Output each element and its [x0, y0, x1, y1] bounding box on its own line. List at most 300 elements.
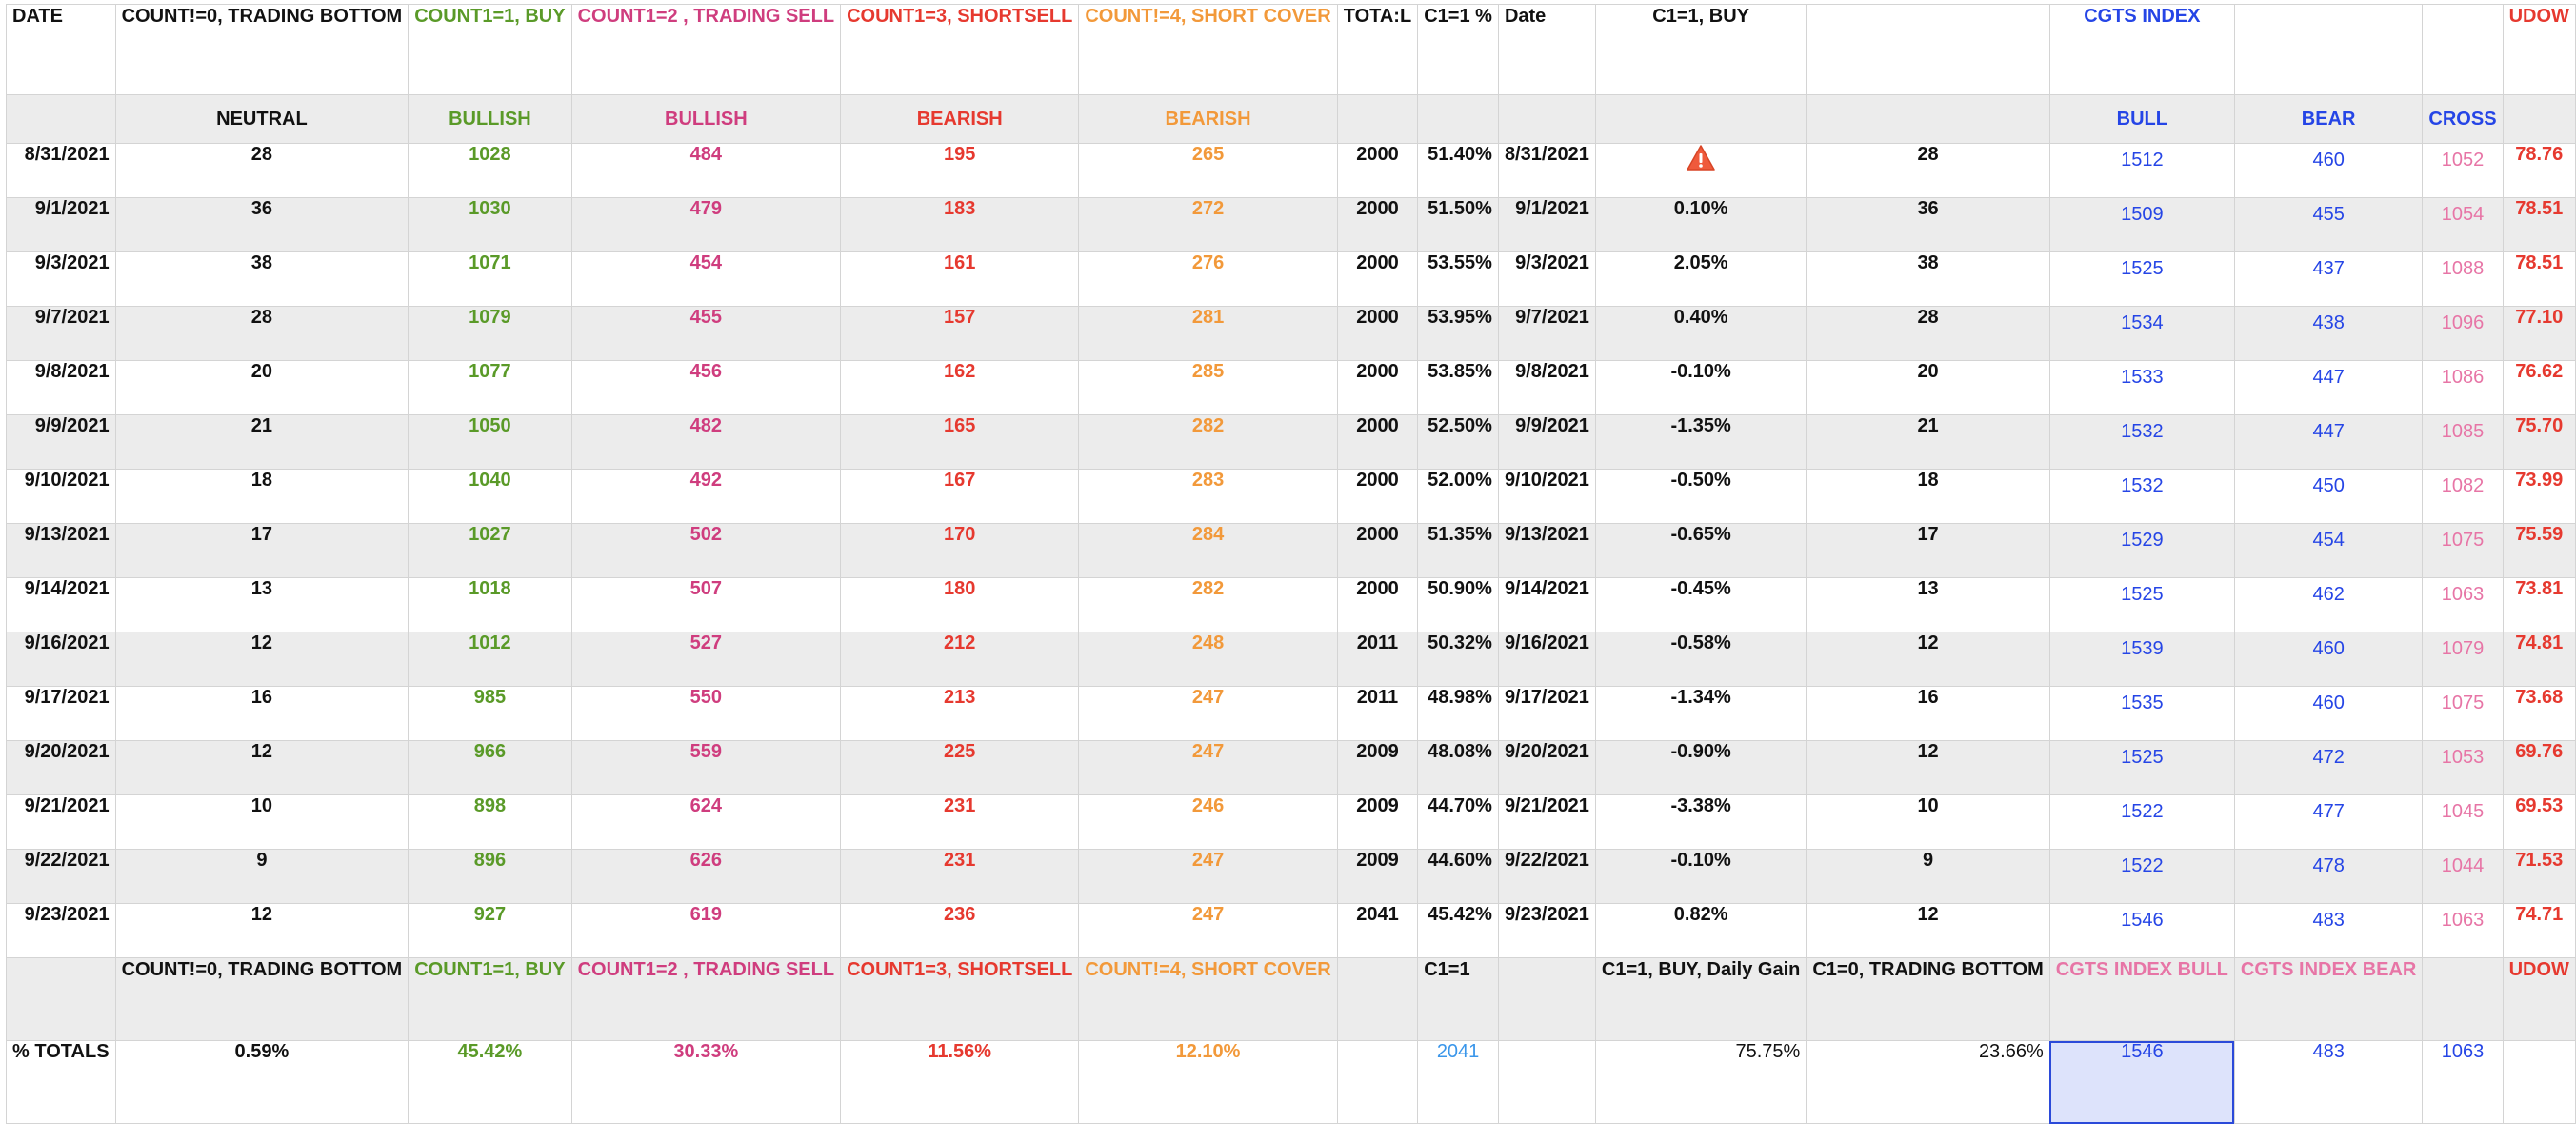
cell-trading-sell[interactable]: 559	[571, 741, 840, 795]
cell-buy[interactable]: 1012	[409, 632, 571, 687]
cell-bottom[interactable]: 28	[1807, 307, 2049, 361]
cell-buy[interactable]: 898	[409, 795, 571, 850]
cell-cross[interactable]: 1063	[2423, 904, 2503, 958]
cell-date2[interactable]: 9/3/2021	[1498, 252, 1595, 307]
cell-shortsell[interactable]: 231	[841, 850, 1079, 904]
cell-bear[interactable]: 472	[2234, 741, 2422, 795]
table-row	[7, 741, 2576, 795]
cell-short-cover[interactable]: 247	[1079, 687, 1337, 741]
cell-udow[interactable]: 75.59	[2503, 524, 2575, 578]
cell-c1-buy[interactable]: -0.45%	[1595, 578, 1806, 632]
cell-bottom[interactable]: 17	[1807, 524, 2049, 578]
cell-trading-sell[interactable]: 619	[571, 904, 840, 958]
header-blank3[interactable]	[2423, 5, 2503, 95]
cell-trading-sell[interactable]: 454	[571, 252, 840, 307]
table-row	[7, 687, 2576, 741]
cell-trading-sell[interactable]: 502	[571, 524, 840, 578]
cell-bear[interactable]: 462	[2234, 578, 2422, 632]
cell-bottom[interactable]: 12	[1807, 741, 2049, 795]
cell-buy[interactable]: 1071	[409, 252, 571, 307]
cell-trading-sell[interactable]: 484	[571, 144, 840, 198]
cell-udow[interactable]: 75.70	[2503, 415, 2575, 470]
cell-short-cover[interactable]: 285	[1079, 361, 1337, 415]
cell-date2[interactable]: 9/16/2021	[1498, 632, 1595, 687]
cell-trading-sell[interactable]: 507	[571, 578, 840, 632]
cell-c1-buy[interactable]: -1.34%	[1595, 687, 1806, 741]
subheader-neutral[interactable]: NEUTRAL	[115, 95, 409, 144]
footer-c1-0-bottom[interactable]: C1=0, TRADING BOTTOM	[1807, 958, 2049, 1041]
cell-neutral[interactable]: 12	[115, 741, 409, 795]
subheader-cell[interactable]	[1807, 95, 2049, 144]
cell-udow[interactable]: 78.51	[2503, 252, 2575, 307]
cell-udow[interactable]: 77.10	[2503, 307, 2575, 361]
cell-total[interactable]: 2000	[1337, 470, 1418, 524]
cell-date[interactable]: 9/8/2021	[7, 361, 116, 415]
cell-buy[interactable]: 896	[409, 850, 571, 904]
footer-cgts-bear[interactable]: CGTS INDEX BEAR	[2234, 958, 2422, 1041]
cell-buy[interactable]: 1050	[409, 415, 571, 470]
cell-short-cover[interactable]: 247	[1079, 850, 1337, 904]
cell-neutral[interactable]: 18	[115, 470, 409, 524]
cell-date[interactable]: 9/10/2021	[7, 470, 116, 524]
cell-udow[interactable]: 76.62	[2503, 361, 2575, 415]
cell-shortsell[interactable]: 213	[841, 687, 1079, 741]
footer-count0[interactable]: COUNT!=0, TRADING BOTTOM	[115, 958, 409, 1041]
cell-bull[interactable]: 1532	[2049, 415, 2234, 470]
footer-cell[interactable]	[2423, 958, 2503, 1041]
cell-neutral[interactable]: 16	[115, 687, 409, 741]
cell-bear[interactable]: 478	[2234, 850, 2422, 904]
header-c1-buy[interactable]: C1=1, BUY	[1595, 5, 1806, 95]
footer-c1[interactable]: C1=1	[1418, 958, 1499, 1041]
cell-c1-buy[interactable]: -0.10%	[1595, 361, 1806, 415]
cell-date2[interactable]: 9/1/2021	[1498, 198, 1595, 252]
cell-total[interactable]: 2041	[1337, 904, 1418, 958]
header-count2[interactable]: COUNT1=2 , TRADING SELL	[571, 5, 840, 95]
cell-buy[interactable]: 1030	[409, 198, 571, 252]
subheader-bullish-buy[interactable]: BULLISH	[409, 95, 571, 144]
cell-short-cover[interactable]: 284	[1079, 524, 1337, 578]
totals-cell[interactable]	[2503, 1041, 2575, 1124]
cell-short-cover[interactable]: 265	[1079, 144, 1337, 198]
cell-date[interactable]: 9/13/2021	[7, 524, 116, 578]
table-row	[7, 198, 2576, 252]
cell-shortsell[interactable]: 167	[841, 470, 1079, 524]
cell-date2[interactable]: 9/23/2021	[1498, 904, 1595, 958]
cell-neutral[interactable]: 13	[115, 578, 409, 632]
totals-bull-selected[interactable]: 1546	[2049, 1041, 2234, 1124]
cell-short-cover[interactable]: 247	[1079, 904, 1337, 958]
cell-buy[interactable]: 927	[409, 904, 571, 958]
subheader-bearish-short[interactable]: BEARISH	[841, 95, 1079, 144]
cell-trading-sell[interactable]: 550	[571, 687, 840, 741]
cell-bear[interactable]: 483	[2234, 904, 2422, 958]
cell-cross[interactable]: 1079	[2423, 632, 2503, 687]
cell-bull[interactable]: 1509	[2049, 198, 2234, 252]
cell-c1-buy[interactable]: -1.35%	[1595, 415, 1806, 470]
cell-cross[interactable]: 1063	[2423, 578, 2503, 632]
cell-neutral[interactable]: 38	[115, 252, 409, 307]
totals-neutral[interactable]: 0.59%	[115, 1041, 409, 1124]
cell-bottom[interactable]: 20	[1807, 361, 2049, 415]
cell-short-cover[interactable]: 282	[1079, 415, 1337, 470]
subheader-bear[interactable]: BEAR	[2234, 95, 2422, 144]
header-count3[interactable]: COUNT1=3, SHORTSELL	[841, 5, 1079, 95]
warning-triangle-icon	[1687, 144, 1715, 172]
cell-short-cover[interactable]: 281	[1079, 307, 1337, 361]
cell-neutral[interactable]: 36	[115, 198, 409, 252]
cell-neutral[interactable]: 28	[115, 144, 409, 198]
cell-total[interactable]: 2000	[1337, 198, 1418, 252]
cell-c1-pct[interactable]: 44.60%	[1418, 850, 1499, 904]
totals-label[interactable]: % TOTALS	[7, 1041, 116, 1124]
cell-date2[interactable]: 9/13/2021	[1498, 524, 1595, 578]
cell-total[interactable]: 2011	[1337, 687, 1418, 741]
cell-bear[interactable]: 437	[2234, 252, 2422, 307]
cell-shortsell[interactable]: 212	[841, 632, 1079, 687]
cell-trading-sell[interactable]: 479	[571, 198, 840, 252]
cell-neutral[interactable]: 12	[115, 632, 409, 687]
cell-date[interactable]: 8/31/2021	[7, 144, 116, 198]
cell-neutral[interactable]: 9	[115, 850, 409, 904]
cell-bull[interactable]: 1535	[2049, 687, 2234, 741]
totals-row	[7, 1041, 2576, 1124]
cell-total[interactable]: 2009	[1337, 795, 1418, 850]
cell-date2[interactable]: 9/10/2021	[1498, 470, 1595, 524]
header-c1-pct[interactable]: C1=1 %	[1418, 5, 1499, 95]
cell-bottom[interactable]: 18	[1807, 470, 2049, 524]
cell-cross[interactable]: 1054	[2423, 198, 2503, 252]
cell-udow[interactable]: 74.81	[2503, 632, 2575, 687]
totals-short[interactable]: 11.56%	[841, 1041, 1079, 1124]
cell-date[interactable]: 9/17/2021	[7, 687, 116, 741]
cell-c1-buy[interactable]: -0.58%	[1595, 632, 1806, 687]
cell-shortsell[interactable]: 183	[841, 198, 1079, 252]
cell-shortsell[interactable]: 195	[841, 144, 1079, 198]
cell-bull[interactable]: 1534	[2049, 307, 2234, 361]
cell-c1-buy[interactable]: -3.38%	[1595, 795, 1806, 850]
footer-cell[interactable]	[7, 958, 116, 1041]
cell-bear[interactable]: 438	[2234, 307, 2422, 361]
cell-total[interactable]: 2009	[1337, 850, 1418, 904]
header-count1[interactable]: COUNT1=1, BUY	[409, 5, 571, 95]
totals-cross[interactable]: 1063	[2423, 1041, 2503, 1124]
subheader-cell[interactable]	[1595, 95, 1806, 144]
cell-shortsell[interactable]: 157	[841, 307, 1079, 361]
cell-c1-pct[interactable]: 44.70%	[1418, 795, 1499, 850]
table-row	[7, 632, 2576, 687]
footer-count3[interactable]: COUNT1=3, SHORTSELL	[841, 958, 1079, 1041]
cell-c1-pct[interactable]: 50.32%	[1418, 632, 1499, 687]
cell-bear[interactable]: 477	[2234, 795, 2422, 850]
table-row	[7, 850, 2576, 904]
cell-buy[interactable]: 1040	[409, 470, 571, 524]
cell-date2[interactable]: 9/20/2021	[1498, 741, 1595, 795]
cell-neutral[interactable]: 10	[115, 795, 409, 850]
cell-total[interactable]: 2000	[1337, 524, 1418, 578]
cell-date2[interactable]: 9/7/2021	[1498, 307, 1595, 361]
cell-cross[interactable]: 1086	[2423, 361, 2503, 415]
totals-bear[interactable]: 483	[2234, 1041, 2422, 1124]
cell-shortsell[interactable]: 165	[841, 415, 1079, 470]
subheader-cell[interactable]	[1498, 95, 1595, 144]
header-count0[interactable]: COUNT!=0, TRADING BOTTOM	[115, 5, 409, 95]
subheader-cell[interactable]	[2503, 95, 2575, 144]
cell-date[interactable]: 9/7/2021	[7, 307, 116, 361]
table-row	[7, 252, 2576, 307]
cell-c1-pct[interactable]: 53.95%	[1418, 307, 1499, 361]
cell-bear[interactable]: 455	[2234, 198, 2422, 252]
cell-bottom[interactable]: 13	[1807, 578, 2049, 632]
cell-cross[interactable]: 1075	[2423, 687, 2503, 741]
cell-bull[interactable]: 1529	[2049, 524, 2234, 578]
subheader-bullish-sell[interactable]: BULLISH	[571, 95, 840, 144]
footer-count2[interactable]: COUNT1=2 , TRADING SELL	[571, 958, 840, 1041]
totals-gain[interactable]: 75.75%	[1595, 1041, 1806, 1124]
cell-date2[interactable]: 9/8/2021	[1498, 361, 1595, 415]
cell-udow[interactable]: 73.81	[2503, 578, 2575, 632]
cell-c1-pct[interactable]: 51.35%	[1418, 524, 1499, 578]
cell-date[interactable]: 9/9/2021	[7, 415, 116, 470]
subheader-cell[interactable]	[7, 95, 116, 144]
cell-udow[interactable]: 71.53	[2503, 850, 2575, 904]
cell-c1-pct[interactable]: 48.98%	[1418, 687, 1499, 741]
cell-c1-pct[interactable]: 45.42%	[1418, 904, 1499, 958]
cell-total[interactable]: 2009	[1337, 741, 1418, 795]
footer-cell[interactable]	[1337, 958, 1418, 1041]
cell-neutral[interactable]: 17	[115, 524, 409, 578]
subheader-cross[interactable]: CROSS	[2423, 95, 2503, 144]
footer-c1-buy-gain[interactable]: C1=1, BUY, Daily Gain	[1595, 958, 1806, 1041]
cell-short-cover[interactable]: 246	[1079, 795, 1337, 850]
cell-short-cover[interactable]: 283	[1079, 470, 1337, 524]
subheader-bull[interactable]: BULL	[2049, 95, 2234, 144]
cell-cross[interactable]: 1044	[2423, 850, 2503, 904]
cell-c1-pct[interactable]: 53.55%	[1418, 252, 1499, 307]
cell-trading-sell[interactable]: 527	[571, 632, 840, 687]
cell-buy[interactable]: 1027	[409, 524, 571, 578]
cell-shortsell[interactable]: 180	[841, 578, 1079, 632]
cell-cross[interactable]: 1096	[2423, 307, 2503, 361]
totals-cell[interactable]	[1498, 1041, 1595, 1124]
cell-date[interactable]: 9/1/2021	[7, 198, 116, 252]
cell-total[interactable]: 2000	[1337, 361, 1418, 415]
spreadsheet-table	[6, 4, 2576, 1124]
cell-bull[interactable]: 1532	[2049, 470, 2234, 524]
cell-cross[interactable]: 1085	[2423, 415, 2503, 470]
cell-bottom[interactable]: 21	[1807, 415, 2049, 470]
cell-cross[interactable]: 1075	[2423, 524, 2503, 578]
cell-date2[interactable]: 9/21/2021	[1498, 795, 1595, 850]
cell-total[interactable]: 2000	[1337, 307, 1418, 361]
cell-udow[interactable]: 74.71	[2503, 904, 2575, 958]
cell-bull[interactable]: 1512	[2049, 144, 2234, 198]
cell-shortsell[interactable]: 161	[841, 252, 1079, 307]
totals-cover[interactable]: 12.10%	[1079, 1041, 1337, 1124]
cell-buy[interactable]: 966	[409, 741, 571, 795]
header-udow[interactable]: UDOW	[2503, 5, 2575, 95]
header-blank2[interactable]	[2234, 5, 2422, 95]
cell-date2[interactable]: 8/31/2021	[1498, 144, 1595, 198]
footer-count1[interactable]: COUNT1=1, BUY	[409, 958, 571, 1041]
totals-buy[interactable]: 45.42%	[409, 1041, 571, 1124]
cell-total[interactable]: 2000	[1337, 252, 1418, 307]
cell-neutral[interactable]: 21	[115, 415, 409, 470]
cell-shortsell[interactable]: 162	[841, 361, 1079, 415]
cell-date[interactable]: 9/22/2021	[7, 850, 116, 904]
cell-c1-pct[interactable]: 53.85%	[1418, 361, 1499, 415]
cell-bear[interactable]: 454	[2234, 524, 2422, 578]
header-date[interactable]: DATE	[7, 5, 116, 95]
cell-buy[interactable]: 1077	[409, 361, 571, 415]
footer-cell[interactable]	[1498, 958, 1595, 1041]
cell-buy[interactable]: 985	[409, 687, 571, 741]
cell-short-cover[interactable]: 272	[1079, 198, 1337, 252]
cell-total[interactable]: 2000	[1337, 578, 1418, 632]
cell-trading-sell[interactable]: 626	[571, 850, 840, 904]
cell-trading-sell[interactable]: 456	[571, 361, 840, 415]
cell-c1-buy[interactable]: -0.90%	[1595, 741, 1806, 795]
cell-shortsell[interactable]: 170	[841, 524, 1079, 578]
cell-bear[interactable]: 447	[2234, 361, 2422, 415]
header-count4[interactable]: COUNT!=4, SHORT COVER	[1079, 5, 1337, 95]
cell-date[interactable]: 9/23/2021	[7, 904, 116, 958]
cell-bottom[interactable]: 10	[1807, 795, 2049, 850]
cell-bottom[interactable]: 16	[1807, 687, 2049, 741]
cell-date[interactable]: 9/16/2021	[7, 632, 116, 687]
cell-bull[interactable]: 1539	[2049, 632, 2234, 687]
header-cgts-index[interactable]: CGTS INDEX	[2049, 5, 2234, 95]
cell-bottom[interactable]: 12	[1807, 904, 2049, 958]
cell-c1-pct[interactable]: 48.08%	[1418, 741, 1499, 795]
cell-buy[interactable]: 1079	[409, 307, 571, 361]
cell-udow[interactable]: 69.53	[2503, 795, 2575, 850]
cell-udow[interactable]: 69.76	[2503, 741, 2575, 795]
cell-bull[interactable]: 1533	[2049, 361, 2234, 415]
cell-shortsell[interactable]: 225	[841, 741, 1079, 795]
totals-bottom[interactable]: 23.66%	[1807, 1041, 2049, 1124]
cell-bull[interactable]: 1525	[2049, 252, 2234, 307]
table-row	[7, 795, 2576, 850]
cell-c1-buy[interactable]	[1595, 144, 1806, 198]
cell-c1-pct[interactable]: 51.50%	[1418, 198, 1499, 252]
header-total[interactable]: TOTA:L	[1337, 5, 1418, 95]
cell-trading-sell[interactable]: 482	[571, 415, 840, 470]
cell-shortsell[interactable]: 231	[841, 795, 1079, 850]
subheader-bearish-cover[interactable]: BEARISH	[1079, 95, 1337, 144]
cell-c1-pct[interactable]: 52.00%	[1418, 470, 1499, 524]
cell-neutral[interactable]: 28	[115, 307, 409, 361]
cell-date[interactable]: 9/3/2021	[7, 252, 116, 307]
cell-bull[interactable]: 1546	[2049, 904, 2234, 958]
cell-date[interactable]: 9/21/2021	[7, 795, 116, 850]
cell-date2[interactable]: 9/9/2021	[1498, 415, 1595, 470]
cell-bottom[interactable]: 28	[1807, 144, 2049, 198]
cell-shortsell[interactable]: 236	[841, 904, 1079, 958]
cell-bear[interactable]: 447	[2234, 415, 2422, 470]
cell-bottom[interactable]: 38	[1807, 252, 2049, 307]
cell-bottom[interactable]: 36	[1807, 198, 2049, 252]
subheader-cell[interactable]	[1418, 95, 1499, 144]
cell-cross[interactable]: 1088	[2423, 252, 2503, 307]
footer-udow[interactable]: UDOW	[2503, 958, 2575, 1041]
cell-c1-buy[interactable]: 0.40%	[1595, 307, 1806, 361]
footer-header-row	[7, 958, 2576, 1041]
cell-bottom[interactable]: 9	[1807, 850, 2049, 904]
cell-bull[interactable]: 1525	[2049, 741, 2234, 795]
table-row	[7, 415, 2576, 470]
cell-c1-buy[interactable]: -0.10%	[1595, 850, 1806, 904]
cell-cross[interactable]: 1045	[2423, 795, 2503, 850]
table-row	[7, 307, 2576, 361]
cell-bull[interactable]: 1522	[2049, 795, 2234, 850]
header-date2[interactable]: Date	[1498, 5, 1595, 95]
cell-bear[interactable]: 460	[2234, 632, 2422, 687]
totals-cell[interactable]	[1337, 1041, 1418, 1124]
cell-udow[interactable]: 73.68	[2503, 687, 2575, 741]
header-blank[interactable]	[1807, 5, 2049, 95]
cell-buy[interactable]: 1028	[409, 144, 571, 198]
cell-bear[interactable]: 450	[2234, 470, 2422, 524]
cell-total[interactable]: 2011	[1337, 632, 1418, 687]
cell-udow[interactable]: 78.51	[2503, 198, 2575, 252]
cell-total[interactable]: 2000	[1337, 144, 1418, 198]
cell-c1-buy[interactable]: 2.05%	[1595, 252, 1806, 307]
cell-date2[interactable]: 9/17/2021	[1498, 687, 1595, 741]
cell-c1-pct[interactable]: 51.40%	[1418, 144, 1499, 198]
cell-neutral[interactable]: 20	[115, 361, 409, 415]
cell-c1-buy[interactable]: 0.10%	[1595, 198, 1806, 252]
subheader-cell[interactable]	[1337, 95, 1418, 144]
cell-date2[interactable]: 9/14/2021	[1498, 578, 1595, 632]
cell-buy[interactable]: 1018	[409, 578, 571, 632]
footer-count4[interactable]: COUNT!=4, SHORT COVER	[1079, 958, 1337, 1041]
cell-udow[interactable]: 73.99	[2503, 470, 2575, 524]
cell-bear[interactable]: 460	[2234, 687, 2422, 741]
cell-short-cover[interactable]: 282	[1079, 578, 1337, 632]
cell-short-cover[interactable]: 248	[1079, 632, 1337, 687]
cell-c1-buy[interactable]: -0.65%	[1595, 524, 1806, 578]
cell-bottom[interactable]: 12	[1807, 632, 2049, 687]
cell-cross[interactable]: 1082	[2423, 470, 2503, 524]
cell-neutral[interactable]: 12	[115, 904, 409, 958]
header-row	[7, 5, 2576, 95]
cell-short-cover[interactable]: 276	[1079, 252, 1337, 307]
cell-bull[interactable]: 1525	[2049, 578, 2234, 632]
cell-date[interactable]: 9/14/2021	[7, 578, 116, 632]
cell-bear[interactable]: 460	[2234, 144, 2422, 198]
totals-c1[interactable]: 2041	[1418, 1041, 1499, 1124]
cell-trading-sell[interactable]: 624	[571, 795, 840, 850]
cell-bull[interactable]: 1522	[2049, 850, 2234, 904]
totals-sell[interactable]: 30.33%	[571, 1041, 840, 1124]
cell-c1-buy[interactable]: 0.82%	[1595, 904, 1806, 958]
cell-c1-pct[interactable]: 50.90%	[1418, 578, 1499, 632]
cell-date2[interactable]: 9/22/2021	[1498, 850, 1595, 904]
cell-date[interactable]: 9/20/2021	[7, 741, 116, 795]
cell-trading-sell[interactable]: 492	[571, 470, 840, 524]
cell-udow[interactable]: 78.76	[2503, 144, 2575, 198]
cell-total[interactable]: 2000	[1337, 415, 1418, 470]
cell-cross[interactable]: 1053	[2423, 741, 2503, 795]
cell-cross[interactable]: 1052	[2423, 144, 2503, 198]
cell-short-cover[interactable]: 247	[1079, 741, 1337, 795]
subheader-row	[7, 95, 2576, 144]
cell-c1-pct[interactable]: 52.50%	[1418, 415, 1499, 470]
cell-trading-sell[interactable]: 455	[571, 307, 840, 361]
cell-c1-buy[interactable]: -0.50%	[1595, 470, 1806, 524]
footer-cgts-bull[interactable]: CGTS INDEX BULL	[2049, 958, 2234, 1041]
